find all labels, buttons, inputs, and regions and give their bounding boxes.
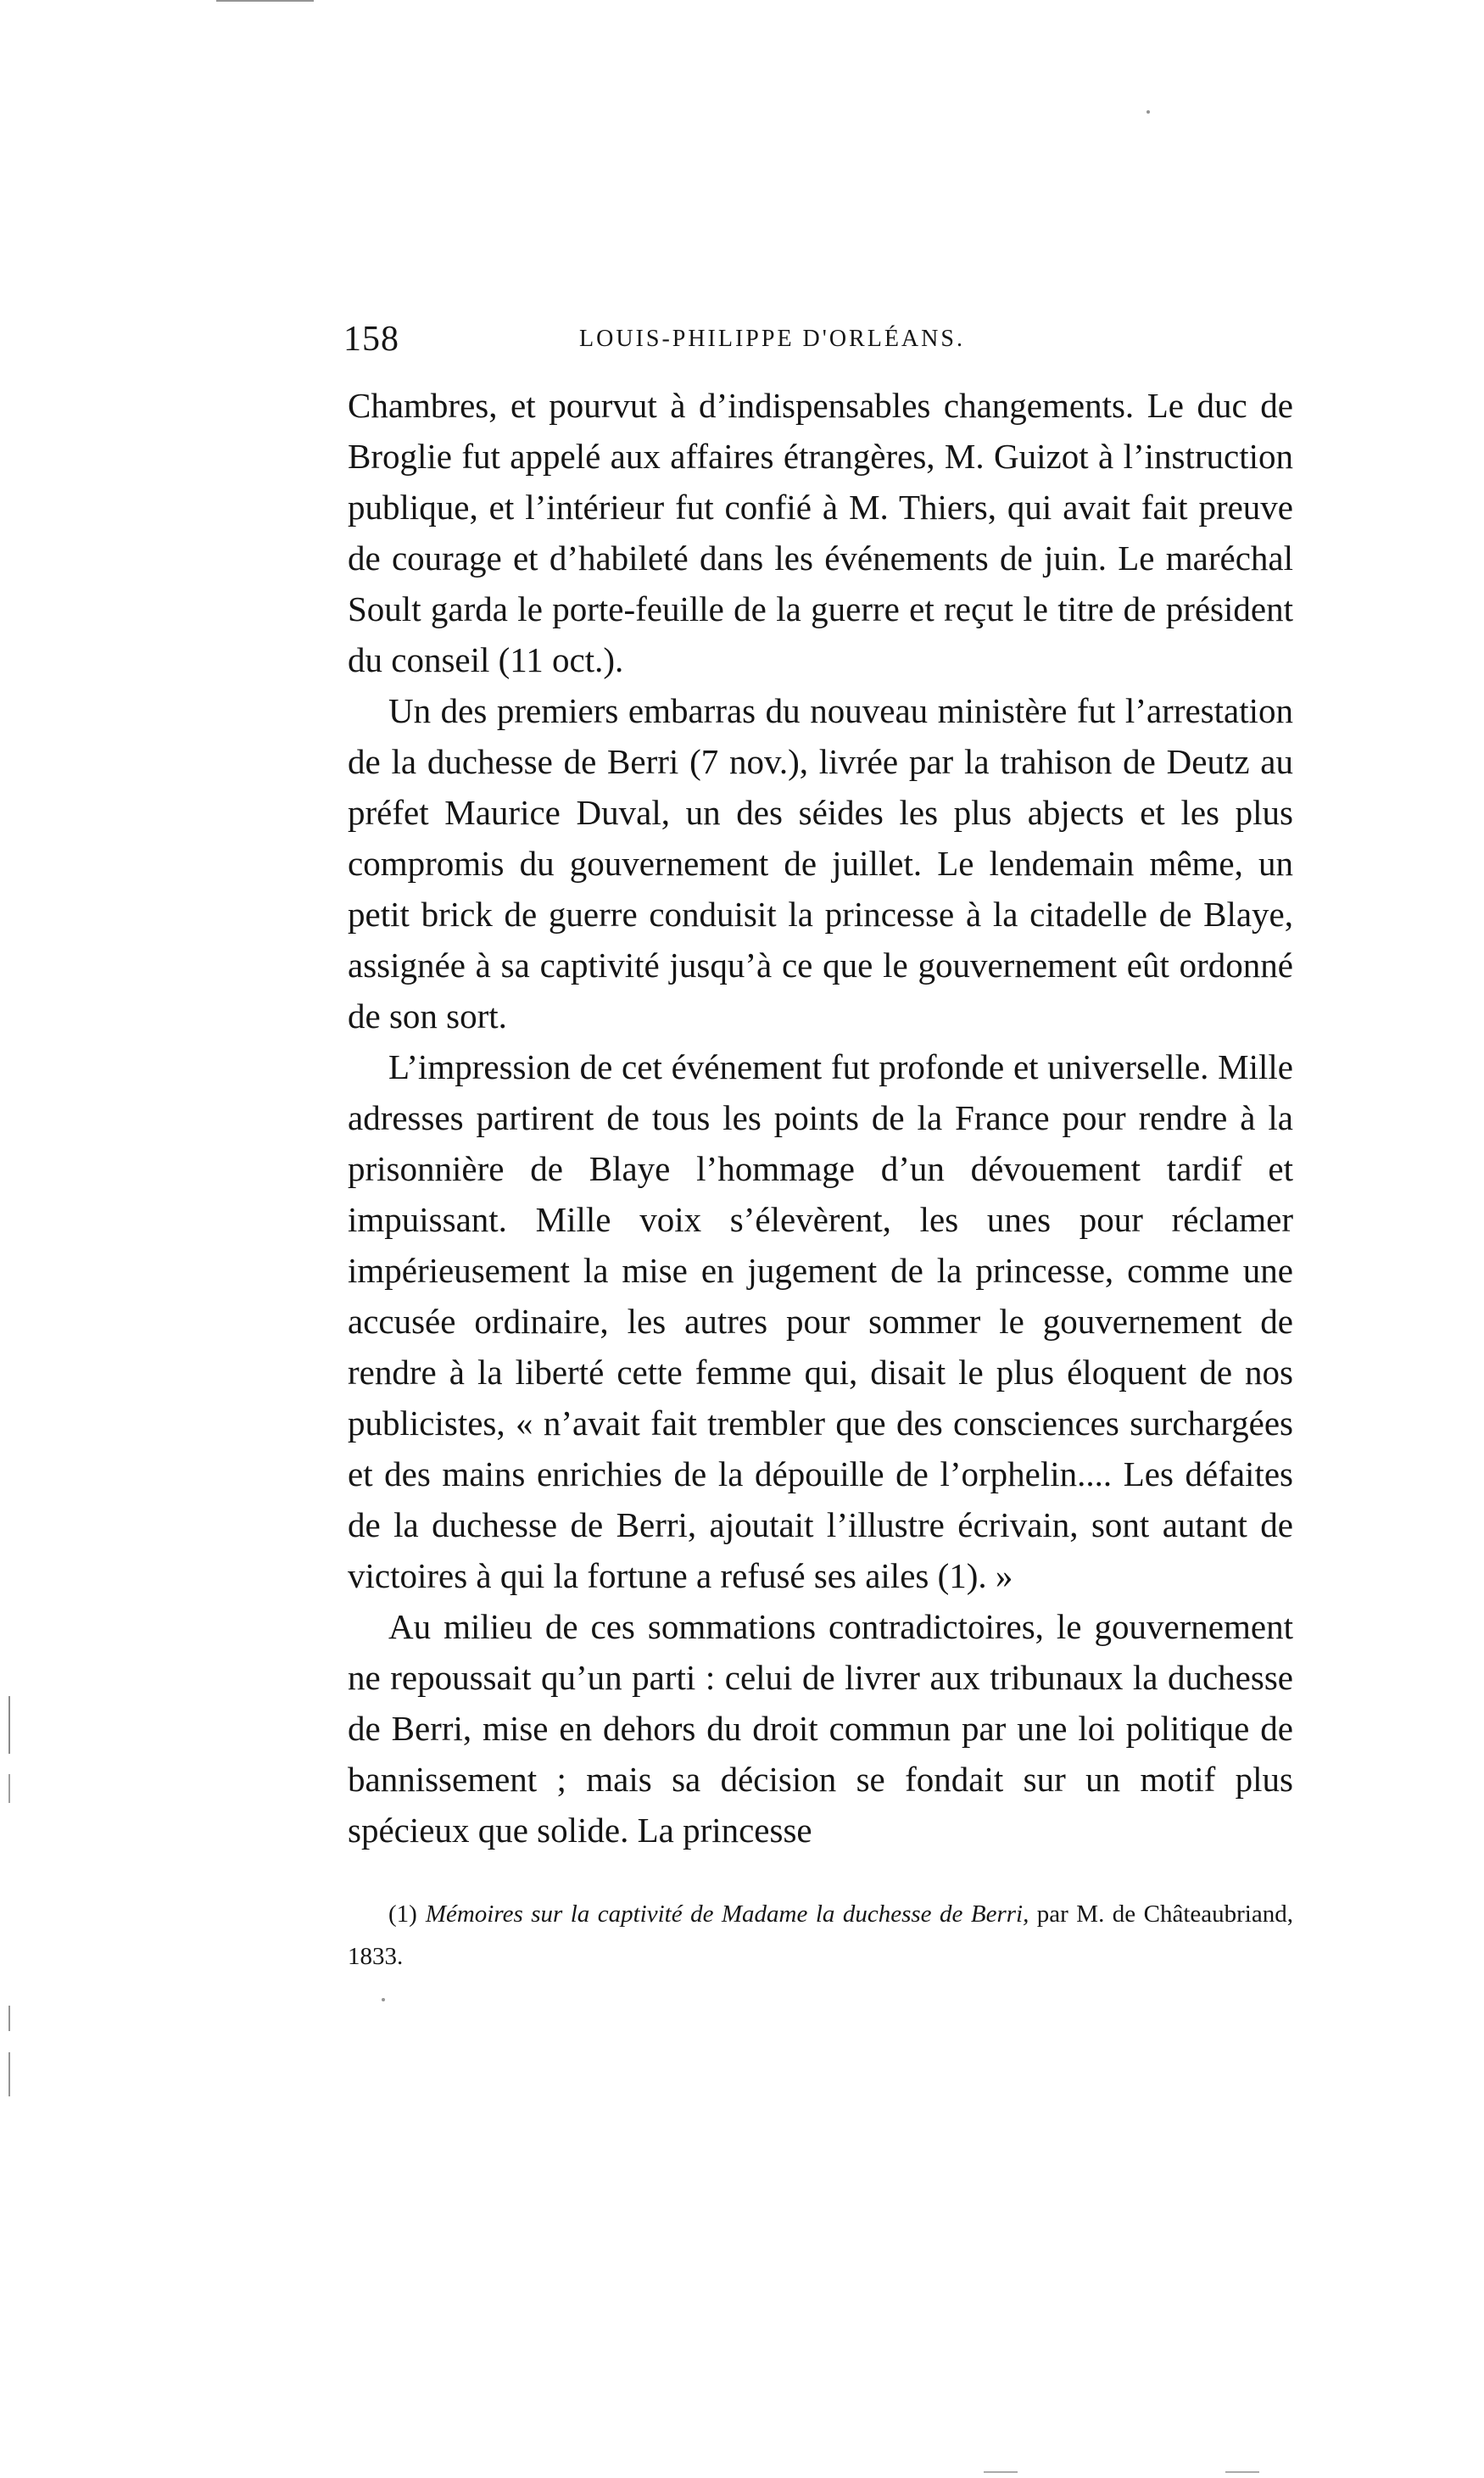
paragraph: Chambres, et pourvut à d’indispensables changements. Le duc de Broglie fut appelé aux affaires étrangères, M. Guizot à l’instruction publique, et l’intérieur fut confié à M. Thiers, qui avait fait preuve de courage et d’habileté dans les événements de juin. Le maréchal Soult garda le porte-feuille de la guerre et reçut le titre de président du conseil (11 oct.). (348, 386, 1293, 679)
body-text (348, 380, 1293, 1856)
footnote (348, 1893, 1293, 1978)
paragraph: Un des premiers embarras du nouveau ministère fut l’arrestation de la duchesse de Berri (7 nov.), livrée par la trahison de Deutz au préfet Maurice Duval, un des séides les plus abjects et les plus compromis du gouvernement de juillet. Le lendemain même, un petit brick de guerre conduisit la princesse à la citadelle de Blaye, assignée à sa captivité jusqu’à ce que le gouvernement eût ordonné de son sort. (348, 691, 1293, 1035)
running-head: LOUIS-PHILIPPE D'ORLÉANS. (579, 326, 965, 352)
scan-artifact-line (984, 2471, 1018, 2473)
scan-artifact-line (8, 1774, 10, 1803)
scan-artifact-line (8, 2052, 10, 2096)
footnote-citation: par M. de Châteaubriand, 1833. (348, 1900, 1293, 1970)
scan-artifact-dot (1146, 110, 1150, 114)
paragraph: L’impression de cet événement fut profonde et universelle. Mille adresses partirent de tous les points de la France pour rendre à la prisonnière de Blaye l’hommage d’un dévouement tardif et impuissant. Mille voix s’élevèrent, les unes pour réclamer impérieusement la mise en jugement de la princesse, comme une accusée ordinaire, les autres pour sommer le gouvernement de rendre à la liberté cette femme qui, disait le plus éloquent de nos publicistes, « n’avait fait trembler que des consciences surchargées et des mains enrichies de la dépouille de l’orphelin.... Les défaites de la duchesse de Berri, ajoutait l’illustre écrivain, sont autant de victoires à qui la fortune a refusé ses ailes (1). » (348, 1047, 1293, 1595)
page-header (343, 319, 1297, 370)
scan-artifact-line (8, 2006, 10, 2031)
scan-artifact-dot (382, 1998, 385, 2001)
page-number: 158 (343, 320, 399, 359)
footnote-title: Mémoires sur la captivité de Madame la duchesse de Berri, (425, 1900, 1029, 1928)
scan-artifact-line (1225, 2471, 1259, 2473)
scan-artifact-line (216, 0, 314, 2)
footnote-marker: (1) (388, 1900, 417, 1928)
paragraph: Au milieu de ces sommations contradictoires, le gouvernement ne repoussait qu’un parti : celui de livrer aux tribunaux la duchesse de Berri, mise en dehors du droit commun par une loi politique de bannissement ; mais sa décision se fondait sur un motif plus spécieux que solide. La princesse (348, 1607, 1293, 1850)
scan-artifact-line (8, 1696, 10, 1754)
